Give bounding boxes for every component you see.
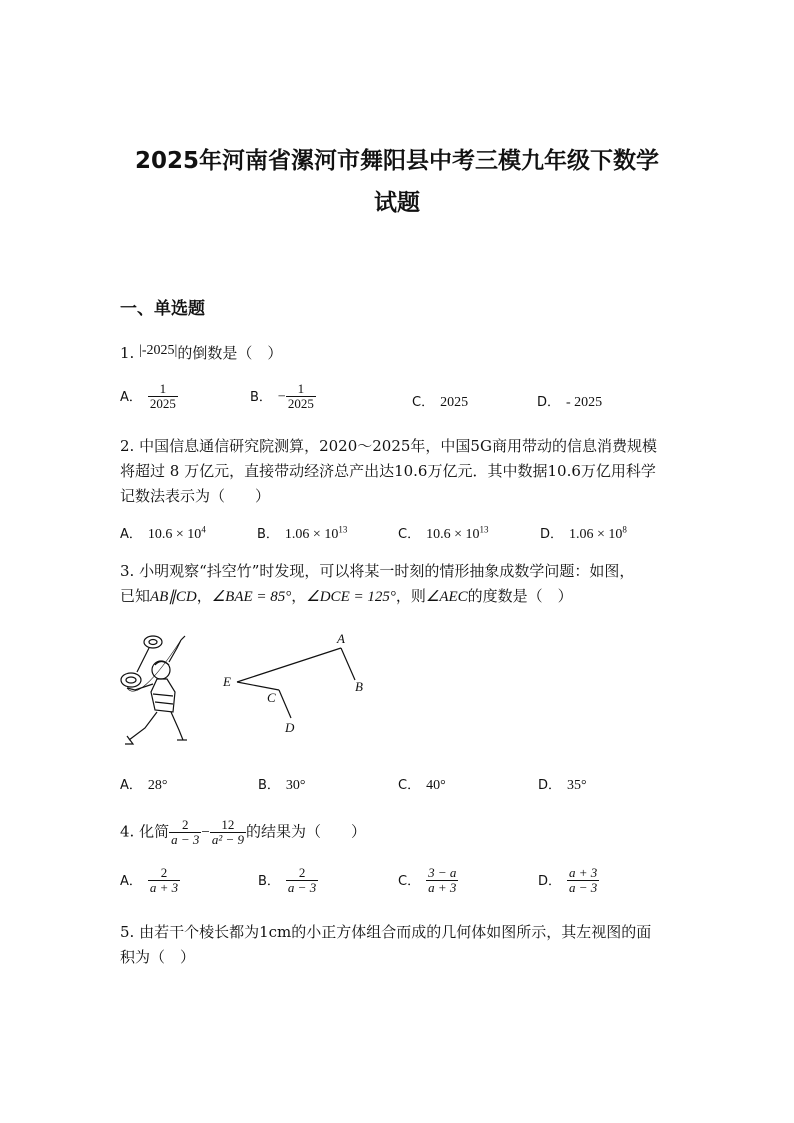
point-label-d: D (285, 720, 295, 735)
q4-option-a: A． $\frac{2}{a + 3}$ (120, 865, 179, 895)
q1-number: 1. (120, 344, 135, 362)
q3-angle-dce: ∠DCE = 125° (306, 589, 396, 605)
q2-option-b: B． $1.06 \times 10^{13}$ (257, 524, 348, 542)
question-4: 4. 化简 $\frac{2}{a - 3}$ − $\frac{12}{\text{a² − 9}}$ 的结果为（ ） (120, 817, 367, 847)
point-label-b: B (355, 679, 363, 694)
q3-option-a: A． 28° (120, 778, 168, 793)
segment-cd (279, 690, 291, 718)
q4-text: 的结果为（ ） (246, 822, 367, 841)
q1-text: 的倒数是（ ） (177, 344, 283, 362)
q4-option-d: D． $\frac{a + 3}{a - 3}$ (538, 865, 598, 895)
q3-option-d: D． 35° (538, 778, 587, 793)
q1-option-c: C． 2025 (412, 395, 469, 410)
q3-option-c: C． 40° (398, 778, 446, 793)
point-label-a: A (337, 631, 345, 646)
q3-option-b: B． 30° (258, 778, 306, 793)
q3-angle-aec: ∠AEC (425, 589, 468, 605)
q2-line3: 记数法表示为（ ） (120, 487, 271, 505)
q1-option-a: A． $\frac{1}{2025}$ (120, 381, 176, 411)
section-heading: 一、单选题 (120, 299, 205, 319)
q4-prefix: 4. 化简 (120, 822, 170, 841)
q3-angle-bae: ∠BAE = 85° (211, 589, 292, 605)
q3-line2: 已知AB∥CD，∠BAE = 85°，∠DCE = 125°，则∠AEC的度数是（ ） (120, 587, 573, 605)
point-label-e: E (223, 674, 231, 689)
doc-title-line1: 2025年河南省漯河市舞阳县中考三模九年级下数学 (134, 148, 659, 174)
segment-ab (341, 648, 355, 680)
q2-option-c: C． $10.6 \times 10^{13}$ (398, 524, 489, 542)
q5-line2: 积为（ ） (120, 948, 196, 966)
q1-option-d: D． - 2025 (537, 395, 603, 410)
q1-option-b: B． − $\frac{1}{2025}$ (250, 381, 314, 411)
q2-option-d: D． $1.06 \times 10^8$ (540, 524, 627, 542)
segment-ec (237, 682, 279, 690)
q1-abs-expression: |-2025| (139, 343, 178, 358)
q5-line1: 5. 由若干个棱长都为1cm的小正方体组合而成的几何体如图所示，其左视图的面 (120, 923, 652, 941)
q4-fraction-1: $\frac{2}{a - 3}$ (171, 817, 200, 847)
q4-option-c: C． $\frac{3 - a}{a + 3}$ (398, 865, 457, 895)
point-label-c: C (267, 690, 276, 705)
q3-parallel: AB∥CD (150, 589, 197, 605)
doc-title-line2: 试题 (374, 190, 420, 216)
q2-line1: 2. 中国信息通信研究院测算，2020～2025年，中国5G商用带动的信息消费规模 (120, 437, 657, 455)
question-5 (120, 920, 651, 970)
q2-option-a: A． $10.6 \times 10^4$ (120, 524, 206, 542)
question-1 (120, 338, 282, 366)
geometry-figure (215, 628, 375, 738)
q4-option-b: B． $\frac{2}{a - 3}$ (258, 865, 317, 895)
q2-line2: 将超过 8 万亿元，直接带动经济总产出达10.6万亿元．其中数据10.6万亿用科学 (120, 462, 656, 480)
diabolo-player-illustration (115, 632, 195, 748)
q4-fraction-2: $\frac{12}{\text{a² − 9}}$ (211, 817, 245, 847)
q3-line1: 3. 小明观察“抖空竹”时发现，可以将某一时刻的情形抽象成数学问题：如图， (120, 562, 635, 580)
question-2 (120, 434, 657, 509)
question-3 (120, 559, 634, 610)
segment-ea (237, 648, 341, 682)
